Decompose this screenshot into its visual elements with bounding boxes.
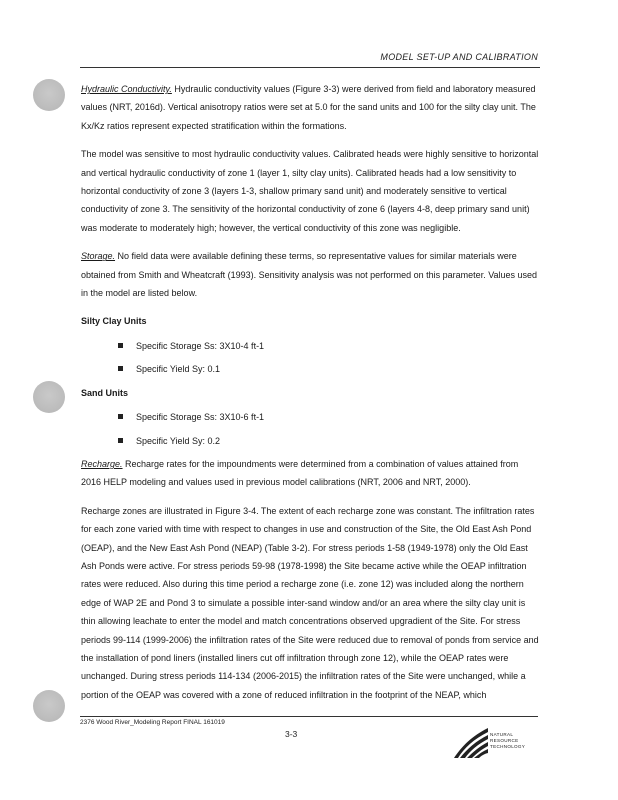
hydraulic-paragraph xyxy=(81,80,539,135)
sensitivity-paragraph: The model was sensitive to most hydraulic conductivity values. Calibrated heads were highly sensitive to horizontal and vertical hydraulic conductivity of zone 1 (layer 1, silty clay units). Calibrated heads had a low sensitivity to horizontal conductivity of zone 3 (layers 1-3, shallow primary sand unit) and moderately sensitive to vertical conductivity of zone 3. The sensitivity of the horizontal conductivity of zone 6 (layers 4-8, deep primary sand unit) was moderate to moderately high; however, the vertical conductivity of this zone was negligible. xyxy=(81,149,539,233)
bullet-icon xyxy=(118,438,123,443)
bullet-icon xyxy=(118,343,123,348)
recharge-zones-paragraph: Recharge zones are illustrated in Figure 3-4. The extent of each recharge zone was constant. The infiltration rates for each zone varied with time with respect to changes in use and construction of the Site, the Old East Ash Pond (OEAP), and the New East Ash Pond (NEAP) (Table 3-2). For stress periods 1-58 (1949-1978) only the Old East Ash Ponds were active. For stress periods 59-98 (1978-1998) the Site became active while the OEAP infiltration rates were reduced. Also during this time period a recharge zone (i.e. zone 12) was included along the northern edge of WAP 2E and Pond 3 to simulate a possible inter-sand window and/or an area where the silty clay unit is thin allowing leachate to enter the model and match concentrations observed upgradient of the Site. For stress periods 99-114 (1999-2006) the infiltration rates of the Site were reduced due to removal of ponds from service and the installation of pond liners (installed liners cut off infiltration through zone 12), while the OEAP rates were unchanged. During stress periods 114-134 (2006-2015) the infiltration rates of the Site were unchanged, while a portion of the OEAP was covered with a zone of reduced infiltration in the footprint of the NEAP, which xyxy=(81,505,539,700)
page-number: 3-3 xyxy=(285,729,298,739)
silty-clay-heading: Silty Clay Units xyxy=(81,316,147,327)
punch-hole-middle xyxy=(33,381,65,413)
list-item: Specific Storage Ss: 3X10-4 ft-1 xyxy=(81,337,539,355)
punch-hole-bottom xyxy=(33,690,65,722)
company-logo xyxy=(452,724,542,760)
page-header-title: MODEL SET-UP AND CALIBRATION xyxy=(380,52,538,62)
recharge-heading: Recharge. xyxy=(81,458,123,469)
silty-clay-list xyxy=(81,337,539,379)
header-divider xyxy=(80,67,540,68)
page-body xyxy=(81,80,539,714)
list-item: Specific Yield Sy: 0.2 xyxy=(81,432,539,450)
logo-text: NATURAL RESOURCE TECHNOLOGY xyxy=(490,732,526,749)
swoosh-logo-icon xyxy=(452,724,492,760)
punch-hole-top xyxy=(33,79,65,111)
hydraulic-text: Hydraulic conductivity values (Figure 3-3) were derived from field and laboratory measured values (NRT, 2016d). Vertical anisotropy ratios were set at 5.0 for the sand units and 100 for the silty clay unit. The Kx/Kz ratios represent expected stratification within the formations. xyxy=(81,84,536,131)
bullet-icon xyxy=(118,414,123,419)
list-item: Specific Storage Ss: 3X10-6 ft-1 xyxy=(81,408,539,426)
storage-text: No field data were available defining these terms, so representative values for similar materials were obtained from Smith and Wheatcraft (1993). Sensitivity analysis was not performed on this parameter. Values used in the model are listed below. xyxy=(81,251,538,299)
sand-units-list xyxy=(81,408,539,450)
footer-divider xyxy=(80,716,538,717)
sand-units-heading: Sand Units xyxy=(81,387,129,398)
hydraulic-heading: Hydraulic Conductivity. xyxy=(81,84,172,94)
storage-heading: Storage. xyxy=(81,251,116,262)
storage-paragraph xyxy=(81,247,539,302)
footer-reference: 2376 Wood River_Modeling Report FINAL 161019 xyxy=(80,719,225,726)
recharge-text: Recharge rates for the impoundments were determined from a combination of values attained from 2016 HELP modeling and values used in previous model calibrations (NRT, 2006 and NRT, 2000). xyxy=(81,458,519,488)
recharge-paragraph xyxy=(81,455,539,492)
bullet-icon xyxy=(118,366,123,371)
list-item: Specific Yield Sy: 0.1 xyxy=(81,360,539,378)
